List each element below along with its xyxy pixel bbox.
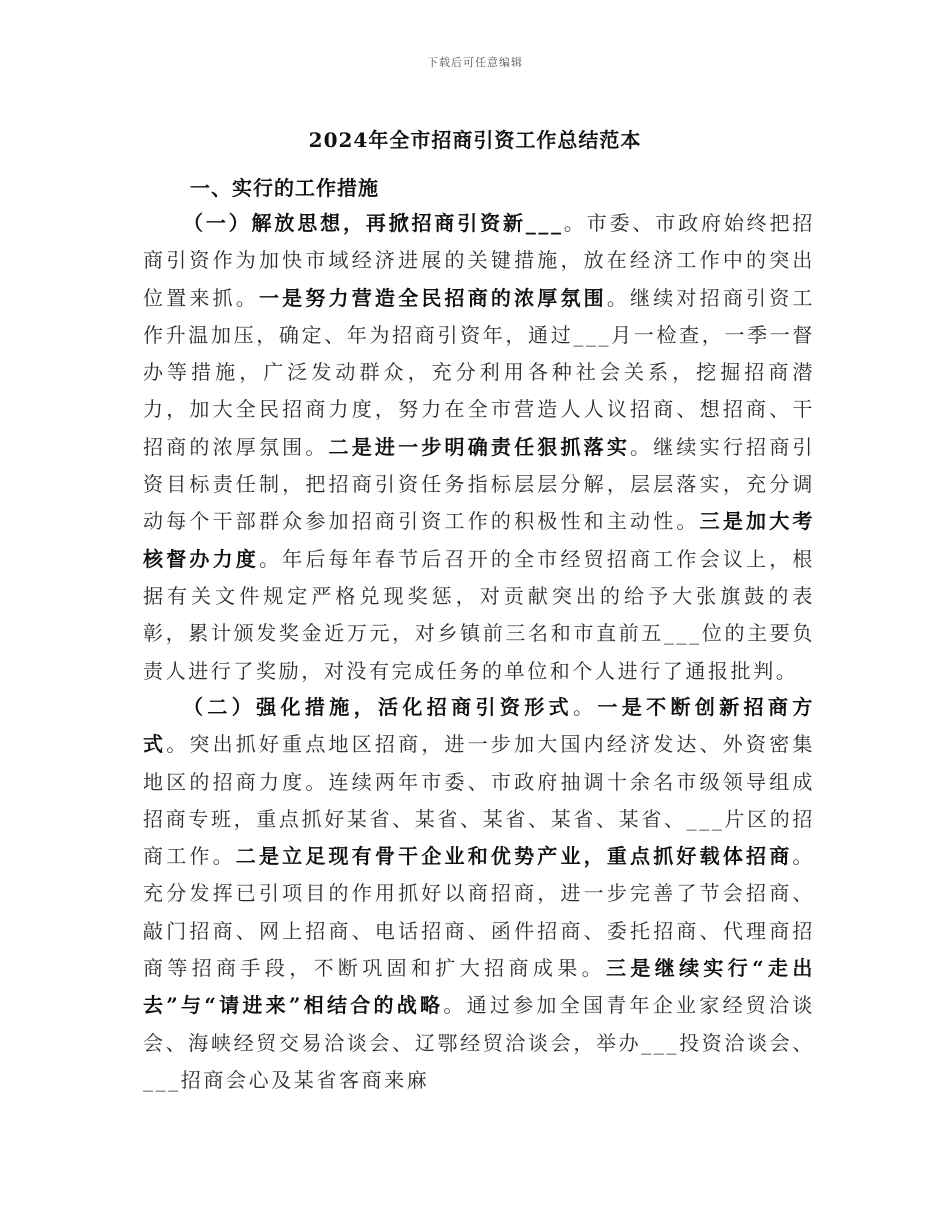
point-heading: 二是进一步明确责任狠抓落实 [328,434,631,459]
paragraph-text: 。年后每年春节后召开的全市经贸招商工作会议上，根据有关文件规定严格兑现奖惩，对贡献突出的给予大张旗鼓的表彰，累计颁发奖金近万元，对乡镇前三名和市直前五___位的主要负责人进行了奖励，对没有完成任务的单位和个人进行了通报批判。 [143,546,815,683]
section-heading: 一、实行的工作措施 [190,176,379,200]
paragraph-text: 。市委、市政府始终把招商引资作为加快市域经济进展的关键措施，放在经济工作中的突出位置来抓。 [143,211,815,310]
paragraph-text: 。突出抓好重点地区招商，进一步加大国内经济发达、外资密集地区的招商力度。连续两年市委、市政府抽调十余名市级领导组成招商专班，重点抓好某省、某省、某省、某省、某省、___片区的招商工作。 [143,732,815,869]
paragraph-text: 。继续对招商引资工作升温加压，确定、年为招商引资年，通过___月一检查，一季一督办等措施，广泛发动群众，充分利用各种社会关系，挖掘招商潜力，加大全民招商力度，努力在全市营造人人议招商、想招商、干招商的浓厚氛围。 [143,285,816,459]
paragraph-measures-2 [143,689,815,1099]
header-note: 下载后可任意编辑 [427,56,523,69]
point-heading: 一是不断创新招商方式 [143,695,815,757]
point-heading: 三是继续实行“走出去”与“请进来”相结合的战略 [143,956,816,1018]
paragraph-lead: （二）强化措施，活化招商引资形式 [183,695,573,719]
paragraph-lead: （一）解放思想，再掀招商引资新___ [183,211,564,235]
paragraph-text: 。继续实行招商引资目标责任制，把招商引资任务指标层层分解，层层落实，充分调动每个干部群众参加招商引资工作的积极性和主动性。 [143,434,815,534]
paragraph-measures-1 [143,205,815,690]
paragraph-text: 。通过参加全国青年企业家经贸洽谈会、海峡经贸交易洽谈会、辽鄂经贸洽谈会，举办___投资洽谈会、___招商会心及某省客商来麻 [143,993,815,1092]
paragraph-text: 。 [573,695,598,719]
point-heading: 三是加大考核督办力度 [143,509,815,571]
paragraph-text: 。充分发挥已引项目的作用抓好以商招商，进一步完善了节会招商、敲门招商、网上招商、电话招商、函件招商、委托招商、代理商招商等招商手段，不断巩固和扩大招商成果。 [143,844,815,981]
point-heading: 二是立足现有骨干企业和优势产业，重点抓好载体招商 [235,844,793,869]
document-title: 2024年全市招商引资工作总结范本 [308,128,642,152]
point-heading: 一是努力营造全民招商的浓厚氛围 [258,285,607,310]
